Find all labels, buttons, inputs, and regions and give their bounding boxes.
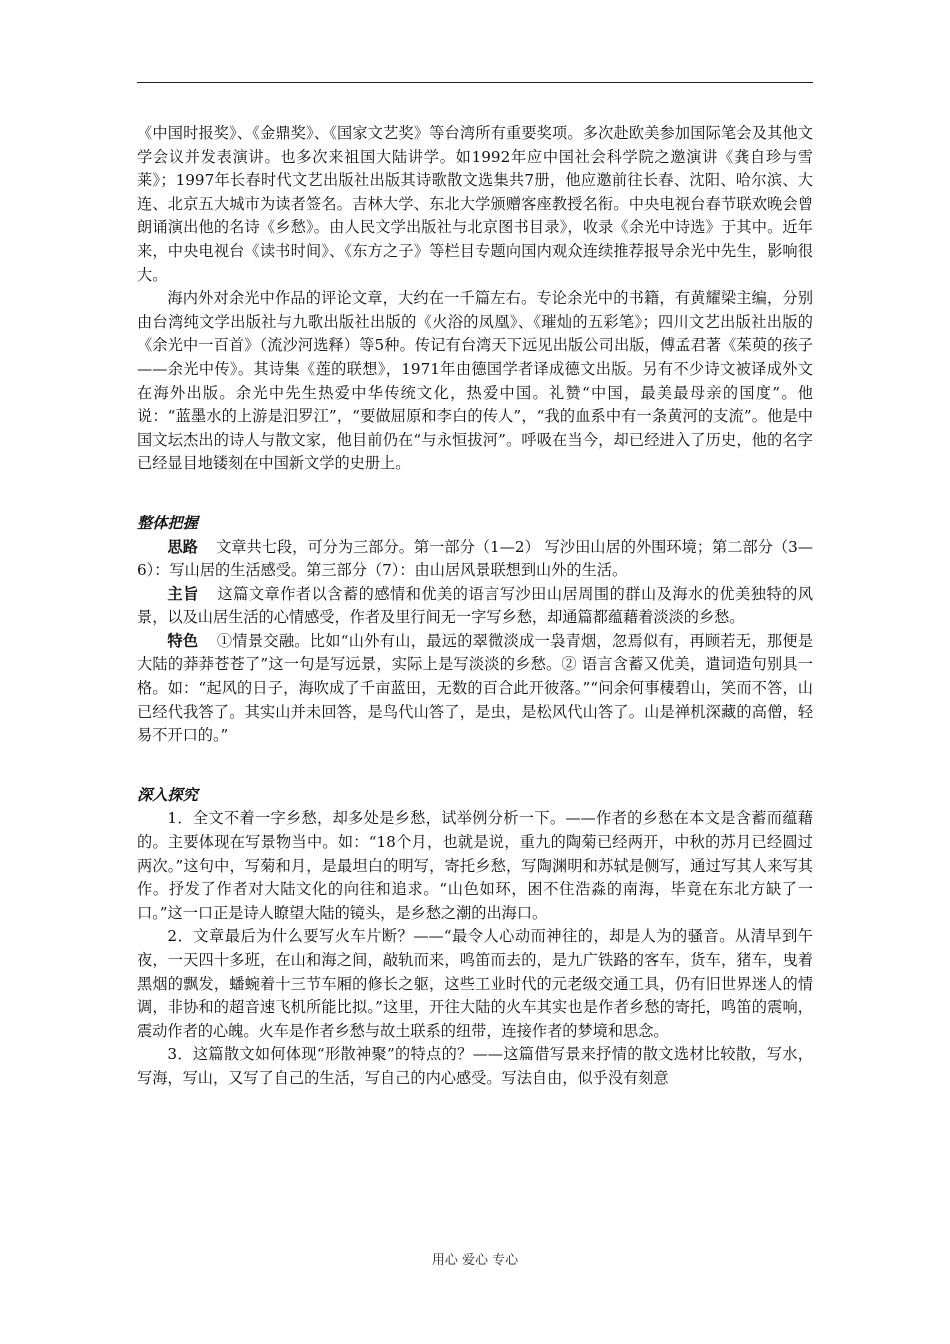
overview-label-thought: 思路 xyxy=(167,537,198,556)
page-footer: 用心 爱心 专心 xyxy=(431,1253,519,1268)
explore-question-3: 3．这篇散文如何体现“形散神聚”的特点的？——这篇借写景来抒情的散文选材比较散，写水，写海，写山，又写了自己的生活，写自己的内心感受。写法自由，似乎没有刻意 xyxy=(137,1045,813,1087)
overview-label-theme: 主旨 xyxy=(167,584,199,603)
explore-question-2: 2．文章最后为什么要写火车片断？——“最令人心动而神往的，却是人为的骚音。从清早到午夜，一天四十多班，在山和海之间，敲轨而来，鸣笛而去的，是九广铁路的客车，货车，猪车，曳着黑烟的飘发，蟠蜿着十三节车厢的修长之躯，这些工业时代的元老级交通工具，仍有旧世界迷人的情调，非协和的超音速飞机所能比拟。”这里，开往大陆的火车其实也是作者乡愁的寄托，鸣笛的震响，震动作者的心魄。火车是作者乡愁与故土联系的纽带，连接作者的梦境和思念。 xyxy=(137,927,813,1040)
section-title-overview: 整体把握 xyxy=(137,513,198,532)
overview-text-feature: ①情景交融。比如“山外有山，最远的翠微淡成一袅青烟，忽焉似有，再顾若无，那便是大陆的莽莽苍苍了”这一句是写远景，实际上是写淡淡的乡愁。② 语言含蓄又优美，遣词造句别具一格。如：“起风的日子，海吹成了千亩蓝田，无数的百合此开彼落。”“问余何事棲碧山，笑而不答，山已经代我答了。其实山并未回答，是鸟代山答了，是虫，是松风代山答了。山是禅机深藏的高僧，轻易不开口的。” xyxy=(137,631,814,745)
explore-question-1: 1．全文不着一字乡愁，却多处是乡愁，试举例分析一下。——作者的乡愁在本文是含蓄而蕴藉的。主要体现在写景物当中。如：“18个月，也就是说，重九的陶菊已经两开，中秋的苏月已经圆过两次。”这句中，写菊和月，是最坦白的明写，寄托乡愁，写陶渊明和苏轼是侧写，通过写其人来写其作。抒发了作者对大陆文化的向往和追求。“山色如环，困不住浩淼的南海，毕竟在东北方缺了一口。”这一口正是诗人瞭望大陆的镜头，是乡愁之潮的出海口。 xyxy=(137,809,813,922)
overview-label-feature: 特色 xyxy=(167,631,199,650)
overview-text-thought: 文章共七段，可分为三部分。第一部分（1—2） 写沙田山居的外围环境；第二部分（3—6）：写山居的生活感受。第三部分（7）：由山居风景联想到山外的生活。 xyxy=(137,537,813,580)
overview-text-theme: 这篇文章作者以含蓄的感情和优美的语言写沙田山居周围的群山及海水的优美独特的风景，以及山居生活的心情感受，作者及里行间无一字写乡愁，却通篇都蕴藉着淡淡的乡愁。 xyxy=(137,584,814,627)
intro-paragraph-1: 《中国时报奖》、《金鼎奖》、《国家文艺奖》等台湾所有重要奖项。多次赴欧美参加国际笔会及其他文学会议并发表演讲。也多次来祖国大陆讲学。如1992年应中国社会科学院之邀演讲《龚自珍与雪莱》；1997年长春时代文艺出版社出版其诗歌散文选集共7册，他应邀前往长春、沈阳、哈尔滨、大连、北京五大城市为读者签名。吉林大学、东北大学颁赠客座教授名衔。中央电视台春节联欢晚会曾朗诵演出他的名诗《乡愁》。由人民文学出版社与北京图书目录》，收录《余光中诗选》于其中。近年来，中央电视台《读书时间》、《东方之子》等栏目专题向国内观众连续推荐报导余光中先生，影响很大。 xyxy=(137,124,813,284)
intro-paragraph-2: 海内外对余光中作品的评论文章，大约在一千篇左右。专论余光中的书籍，有黄耀梁主编，分别由台湾纯文学出版社与九歌出版社出版的《火浴的凤凰》、《璀灿的五彩笔》；四川文艺出版社出版的《余光中一百首》（流沙河选释）等5种。传记有台湾天下远见出版公司出版，傅孟君著《茱萸的孩子——余光中传》。其诗集《莲的联想》，1971年由德国学者译成德文出版。另有不少诗文被译成外文在海外出版。余光中先生热爱中华传统文化，热爱中国。礼赞“中国，最美最母亲的国度”。他说：“蓝墨水的上游是汨罗江”，“要做屈原和李白的传人”，“我的血系中有一条黄河的支流”。他是中国文坛杰出的诗人与散文家，他目前仍在“与永恒拔河”。呼吸在当今，却已经进入了历史，他的名字已经显目地镂刻在中国新文学的史册上。 xyxy=(137,289,813,473)
overview-item-feature xyxy=(137,630,813,748)
section-title-explore: 深入探究 xyxy=(137,785,198,804)
overview-item-thought xyxy=(137,536,813,583)
document-body xyxy=(137,122,813,1091)
overview-item-theme xyxy=(137,583,813,630)
header-rule xyxy=(137,82,813,83)
